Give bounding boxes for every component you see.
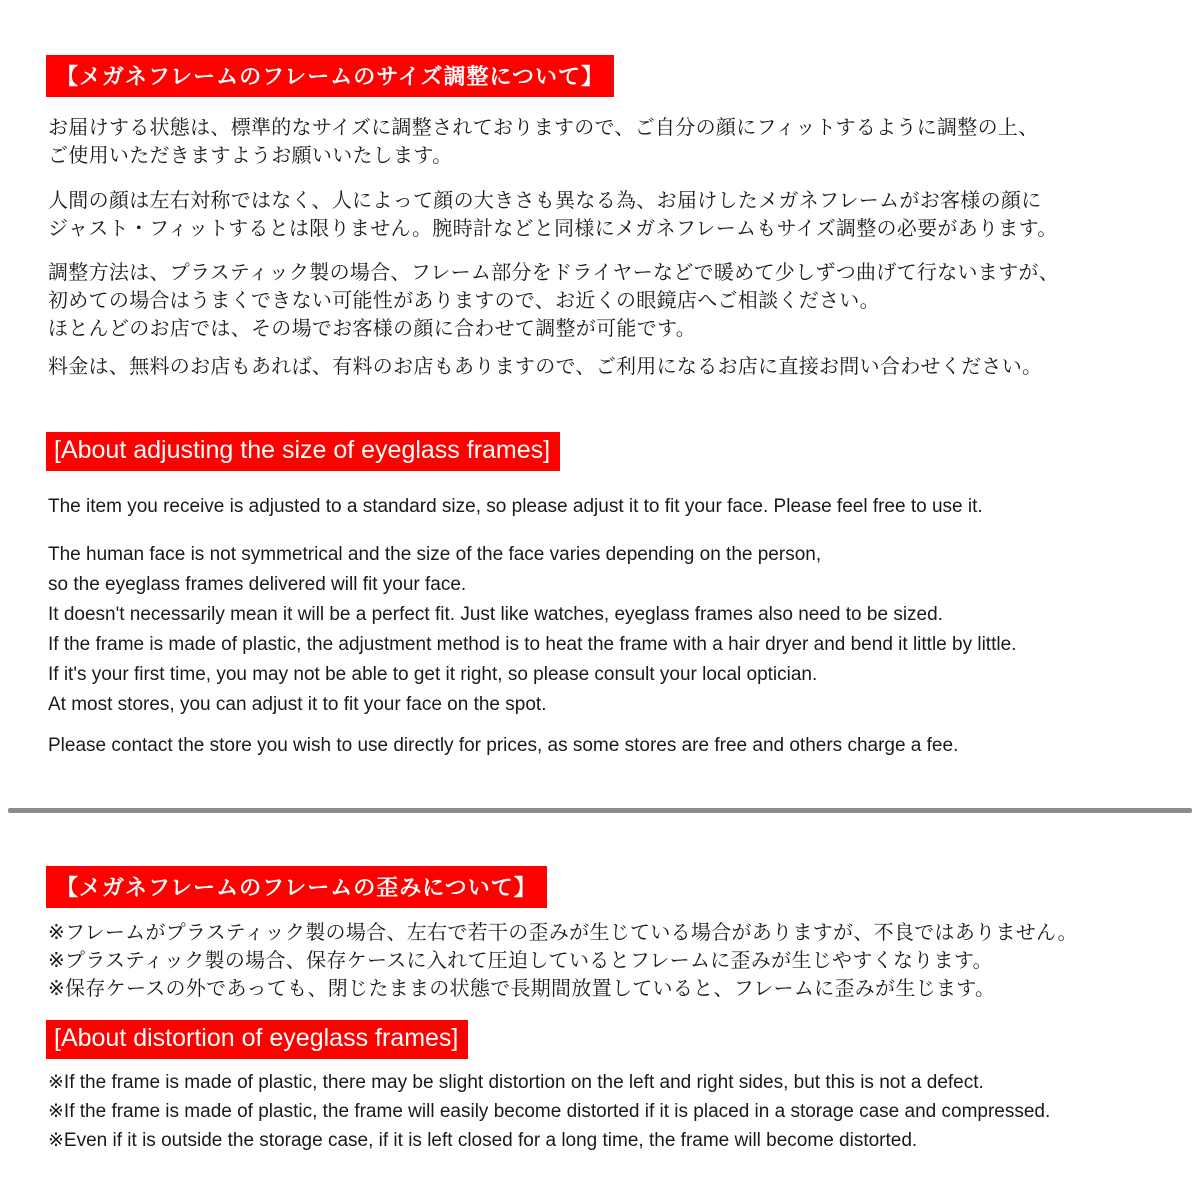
text-line: If it's your first time, you may not be able to get it right, so please consult your local optician. xyxy=(48,664,818,685)
section-banner-size-adjust-en: [About adjusting the size of eyeglass frames] xyxy=(46,432,560,471)
section-banner-distortion-en: [About distortion of eyeglass frames] xyxy=(46,1020,468,1059)
bullet-line: ※If the frame is made of plastic, the frame will easily become distorted if it is placed in a storage case and compressed. xyxy=(48,1101,1051,1122)
text-line: At most stores, you can adjust it to fit your face on the spot. xyxy=(48,694,547,715)
bullet-list-en-distortion xyxy=(48,1068,1050,1155)
paragraph-en-adjust-method xyxy=(48,630,1016,720)
paragraph-ja-adjust-method xyxy=(48,259,1059,343)
text-line: The human face is not symmetrical and the size of the face varies depending on the person, xyxy=(48,544,822,565)
text-line: お届けする状態は、標準的なサイズに調整されておりますので、ご自分の顔にフィットするように調整の上、 xyxy=(48,117,1039,139)
text-line: ほとんどのお店では、その場でお客様の顔に合わせて調整が可能です。 xyxy=(48,318,696,340)
text-line: 人間の顔は左右対称ではなく、人によって顔の大きさも異なる為、お届けしたメガネフレームがお客様の顔に xyxy=(48,190,1042,212)
bullet-line: ※フレームがプラスティック製の場合、左右で若干の歪みが生じている場合がありますが、不良ではありません。 xyxy=(48,922,1078,944)
text-line: The item you receive is adjusted to a standard size, so please adjust it to fit your face. Please feel free to use it. xyxy=(48,496,983,517)
text-line: 初めての場合はうまくできない可能性がありますので、お近くの眼鏡店へご相談ください。 xyxy=(48,290,880,312)
section-banner-distortion-ja: 【メガネフレームのフレームの歪みについて】 xyxy=(46,866,547,908)
section-divider xyxy=(8,808,1192,813)
text-line: 料金は、無料のお店もあれば、有料のお店もありますので、ご利用になるお店に直接お問い合わせください。 xyxy=(48,356,1043,378)
text-line: Please contact the store you wish to use directly for prices, as some stores are free and others charge a fee. xyxy=(48,735,959,756)
bullet-line: ※Even if it is outside the storage case, if it is left closed for a long time, the frame will become distorted. xyxy=(48,1130,918,1151)
bullet-list-ja-distortion xyxy=(48,919,1078,1003)
text-line: ジャスト・フィットするとは限りません。腕時計などと同様にメガネフレームもサイズ調整の必要があります。 xyxy=(48,218,1058,240)
bullet-line: ※プラスティック製の場合、保存ケースに入れて圧迫しているとフレームに歪みが生じやすくなります。 xyxy=(48,950,993,972)
text-line: so the eyeglass frames delivered will fit your face. xyxy=(48,574,467,595)
text-line: 調整方法は、プラスティック製の場合、フレーム部分をドライヤーなどで暖めて少しずつ曲げて行ないますが、 xyxy=(48,262,1059,284)
paragraph-en-fees xyxy=(48,731,958,761)
paragraph-en-face-symmetry xyxy=(48,540,943,630)
bullet-line: ※保存ケースの外であっても、閉じたままの状態で長期間放置していると、フレームに歪みが生じます。 xyxy=(48,978,996,1000)
text-line: If the frame is made of plastic, the adjustment method is to heat the frame with a hair dryer and bend it little by little. xyxy=(48,634,1017,655)
text-line: ご使用いただきますようお願いいたします。 xyxy=(48,145,453,167)
bullet-line: ※If the frame is made of plastic, there may be slight distortion on the left and right sides, but this is not a defect. xyxy=(48,1072,984,1093)
paragraph-ja-fees xyxy=(48,353,1042,381)
text-line: It doesn't necessarily mean it will be a perfect fit. Just like watches, eyeglass frames also need to be sized. xyxy=(48,604,943,625)
paragraph-en-delivery-state xyxy=(48,492,983,522)
paragraph-ja-delivery-state xyxy=(48,114,1039,170)
section-banner-size-adjust-ja: 【メガネフレームのフレームのサイズ調整について】 xyxy=(46,55,614,97)
paragraph-ja-face-symmetry xyxy=(48,187,1058,243)
